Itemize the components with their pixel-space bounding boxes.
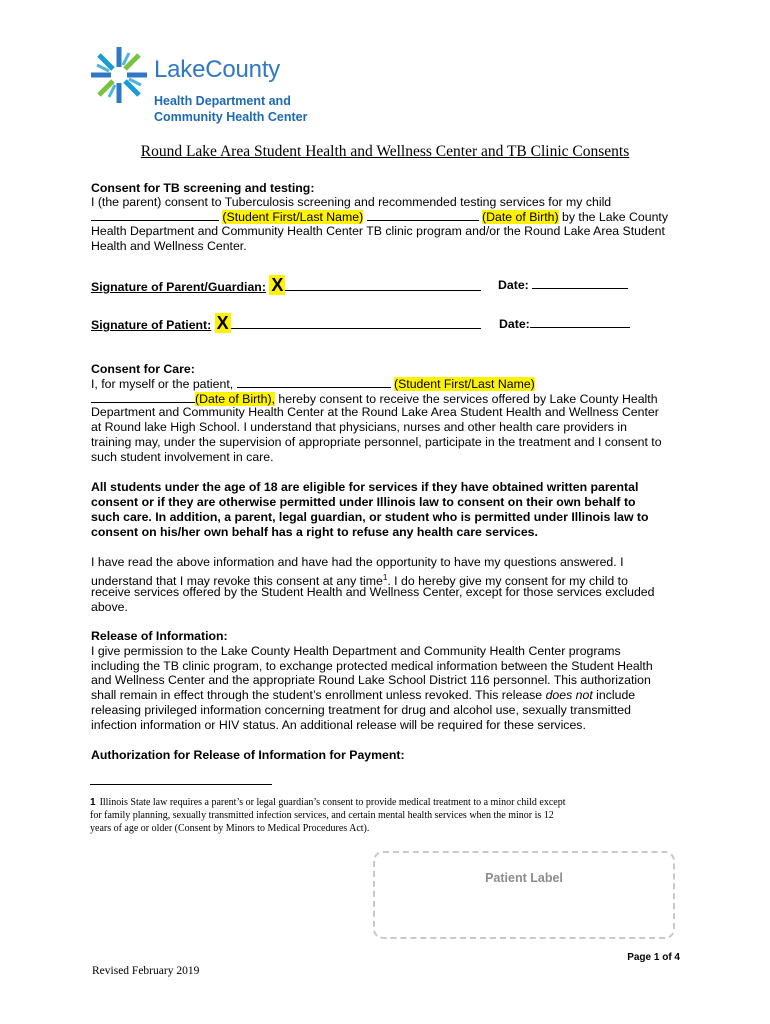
care-consent-line6: such student involvement in care. [91,450,274,464]
logo-subtitle-2: Community Health Center [154,110,308,124]
parent-signature-row [91,276,481,295]
page-title: Round Lake Area Student Health and Wellness Center and TB Clinic Consents [140,143,630,160]
patient-date-label: Date: [499,317,530,331]
patient-signature-line[interactable] [231,317,481,329]
lake-county-starburst-icon [88,44,150,106]
parent-date-line[interactable] [532,277,628,289]
care-consent-line4: at Round lake High School. I understand that physicians, nurses and other health care providers in [91,420,627,434]
revision-date: Revised February 2019 [92,965,200,977]
parent-date-label: Date: [498,278,529,292]
eligibility-line3: such care. In addition, a parent, legal guardian, or student who is permitted under Illinois law to [91,510,649,524]
care-consent-heading: Consent for Care: [91,362,195,376]
tb-consent-line3: Health Department and Community Health Center TB clinic program and/or the Round Lake Area Student [91,224,665,238]
eligibility-line1: All students under the age of 18 are eligible for services if they have obtained written parental [91,480,639,494]
footnote-divider [90,784,272,785]
patient-signature-label: Signature of Patient: [91,318,212,332]
dob-hint: (Date of Birth) [482,210,559,224]
dob-blank[interactable] [367,209,479,221]
release-line5: releasing privileged information concerning treatment for drug and alcohol use, sexually transmitted [91,703,631,717]
footnote-number: 1 [90,797,96,808]
release-line6: infection information or HIV status. An additional release will be required for these services. [91,718,586,732]
care-line1-text: I, for myself or the patient, [91,377,237,391]
release-line1: I give permission to the Lake County Health Department and Community Health Center programs [91,644,621,658]
parent-signature-label: Signature of Parent/Guardian: [91,280,266,294]
release-line3: and Wellness Center and the appropriate Round Lake School District 116 personnel. This authorization [91,673,651,687]
student-name-blank[interactable] [91,209,219,221]
patient-label-box[interactable] [373,851,675,939]
footnote-line1: Illinois State law requires a parent’s or legal guardian’s consent to provide medical treatment to a minor child except [99,797,566,808]
tb-consent-heading: Consent for TB screening and testing: [91,181,315,195]
logo-subtitle-1: Health Department and [154,94,291,108]
ack-line2b: . I do hereby give my consent for my child to [387,574,628,589]
lake-county-logo [88,44,328,124]
eligibility-line2: consent or if they are otherwise permitted under Illinois law to consent on their own behalf to [91,495,636,509]
care-dob-hint: (Date of Birth), [195,392,275,406]
ack-line4: above. [91,600,128,614]
patient-signature-mark[interactable]: X [216,313,229,333]
care-consent-line3: Department and Community Health Center at the Round Lake Area Student Health and Wellness Center [91,405,659,419]
tb-consent-line2 [91,209,668,225]
tb-line2-tail: by the Lake County [558,210,668,224]
patient-date-line[interactable] [530,316,630,328]
payment-heading: Authorization for Release of Information for Payment: [91,748,405,762]
care-student-name-blank[interactable] [237,376,391,388]
tb-consent-line4: Health and Wellness Center. [91,239,247,253]
parent-signature-mark[interactable]: X [271,275,284,295]
ack-line1: I have read the above information and have had the opportunity to have my questions answered. I [91,555,624,569]
ack-line2a: understand that I may revoke this consent at any time [91,574,383,589]
footnote-ref: 1 [382,573,388,582]
release-line4-text: shall remain in effect through the student’s enrollment unless revoked. This release [91,688,546,702]
care-consent-line1 [91,376,535,392]
patient-date-row [499,316,630,332]
care-dob-blank[interactable] [91,391,195,403]
footnote [90,796,680,835]
student-name-hint: (Student First/Last Name) [222,210,364,224]
care-consent-line5: training may, under the supervision of appropriate personnel, participate in the treatment and I consent to [91,435,662,449]
footnote-line2: for family planning, sexually transmitted infection services, and certain mental health services when the minor is 12 [90,810,554,821]
parent-signature-line[interactable] [285,279,481,291]
page-number: Page 1 of 4 [627,952,680,963]
footnote-line3: years of age or older (Consent by Minors to Medical Procedures Act). [90,823,370,834]
release-line4 [91,688,635,703]
care-student-name-hint: (Student First/Last Name) [394,377,535,391]
release-line4-tail: include [592,688,636,702]
release-line2: including the TB clinic program, to exchange protected medical information between the Student Health [91,659,653,673]
logo-name: LakeCounty [154,56,281,83]
patient-label-text: Patient Label [485,871,563,885]
patient-signature-row [91,314,481,333]
release-heading: Release of Information: [91,629,228,643]
release-line4-emphasis: does not [545,688,593,702]
ack-line3: receive services offered by the Student Health and Wellness Center, except for those services excluded [91,585,655,599]
tb-consent-line1: I (the parent) consent to Tuberculosis screening and recommended testing services for my child [91,195,612,209]
eligibility-line4: consent on his/her own behalf has a right to refuse any health care services. [91,525,538,539]
parent-date-row [498,277,628,293]
care-line2-tail: hereby consent to receive the services offered by Lake County Health [274,392,658,406]
